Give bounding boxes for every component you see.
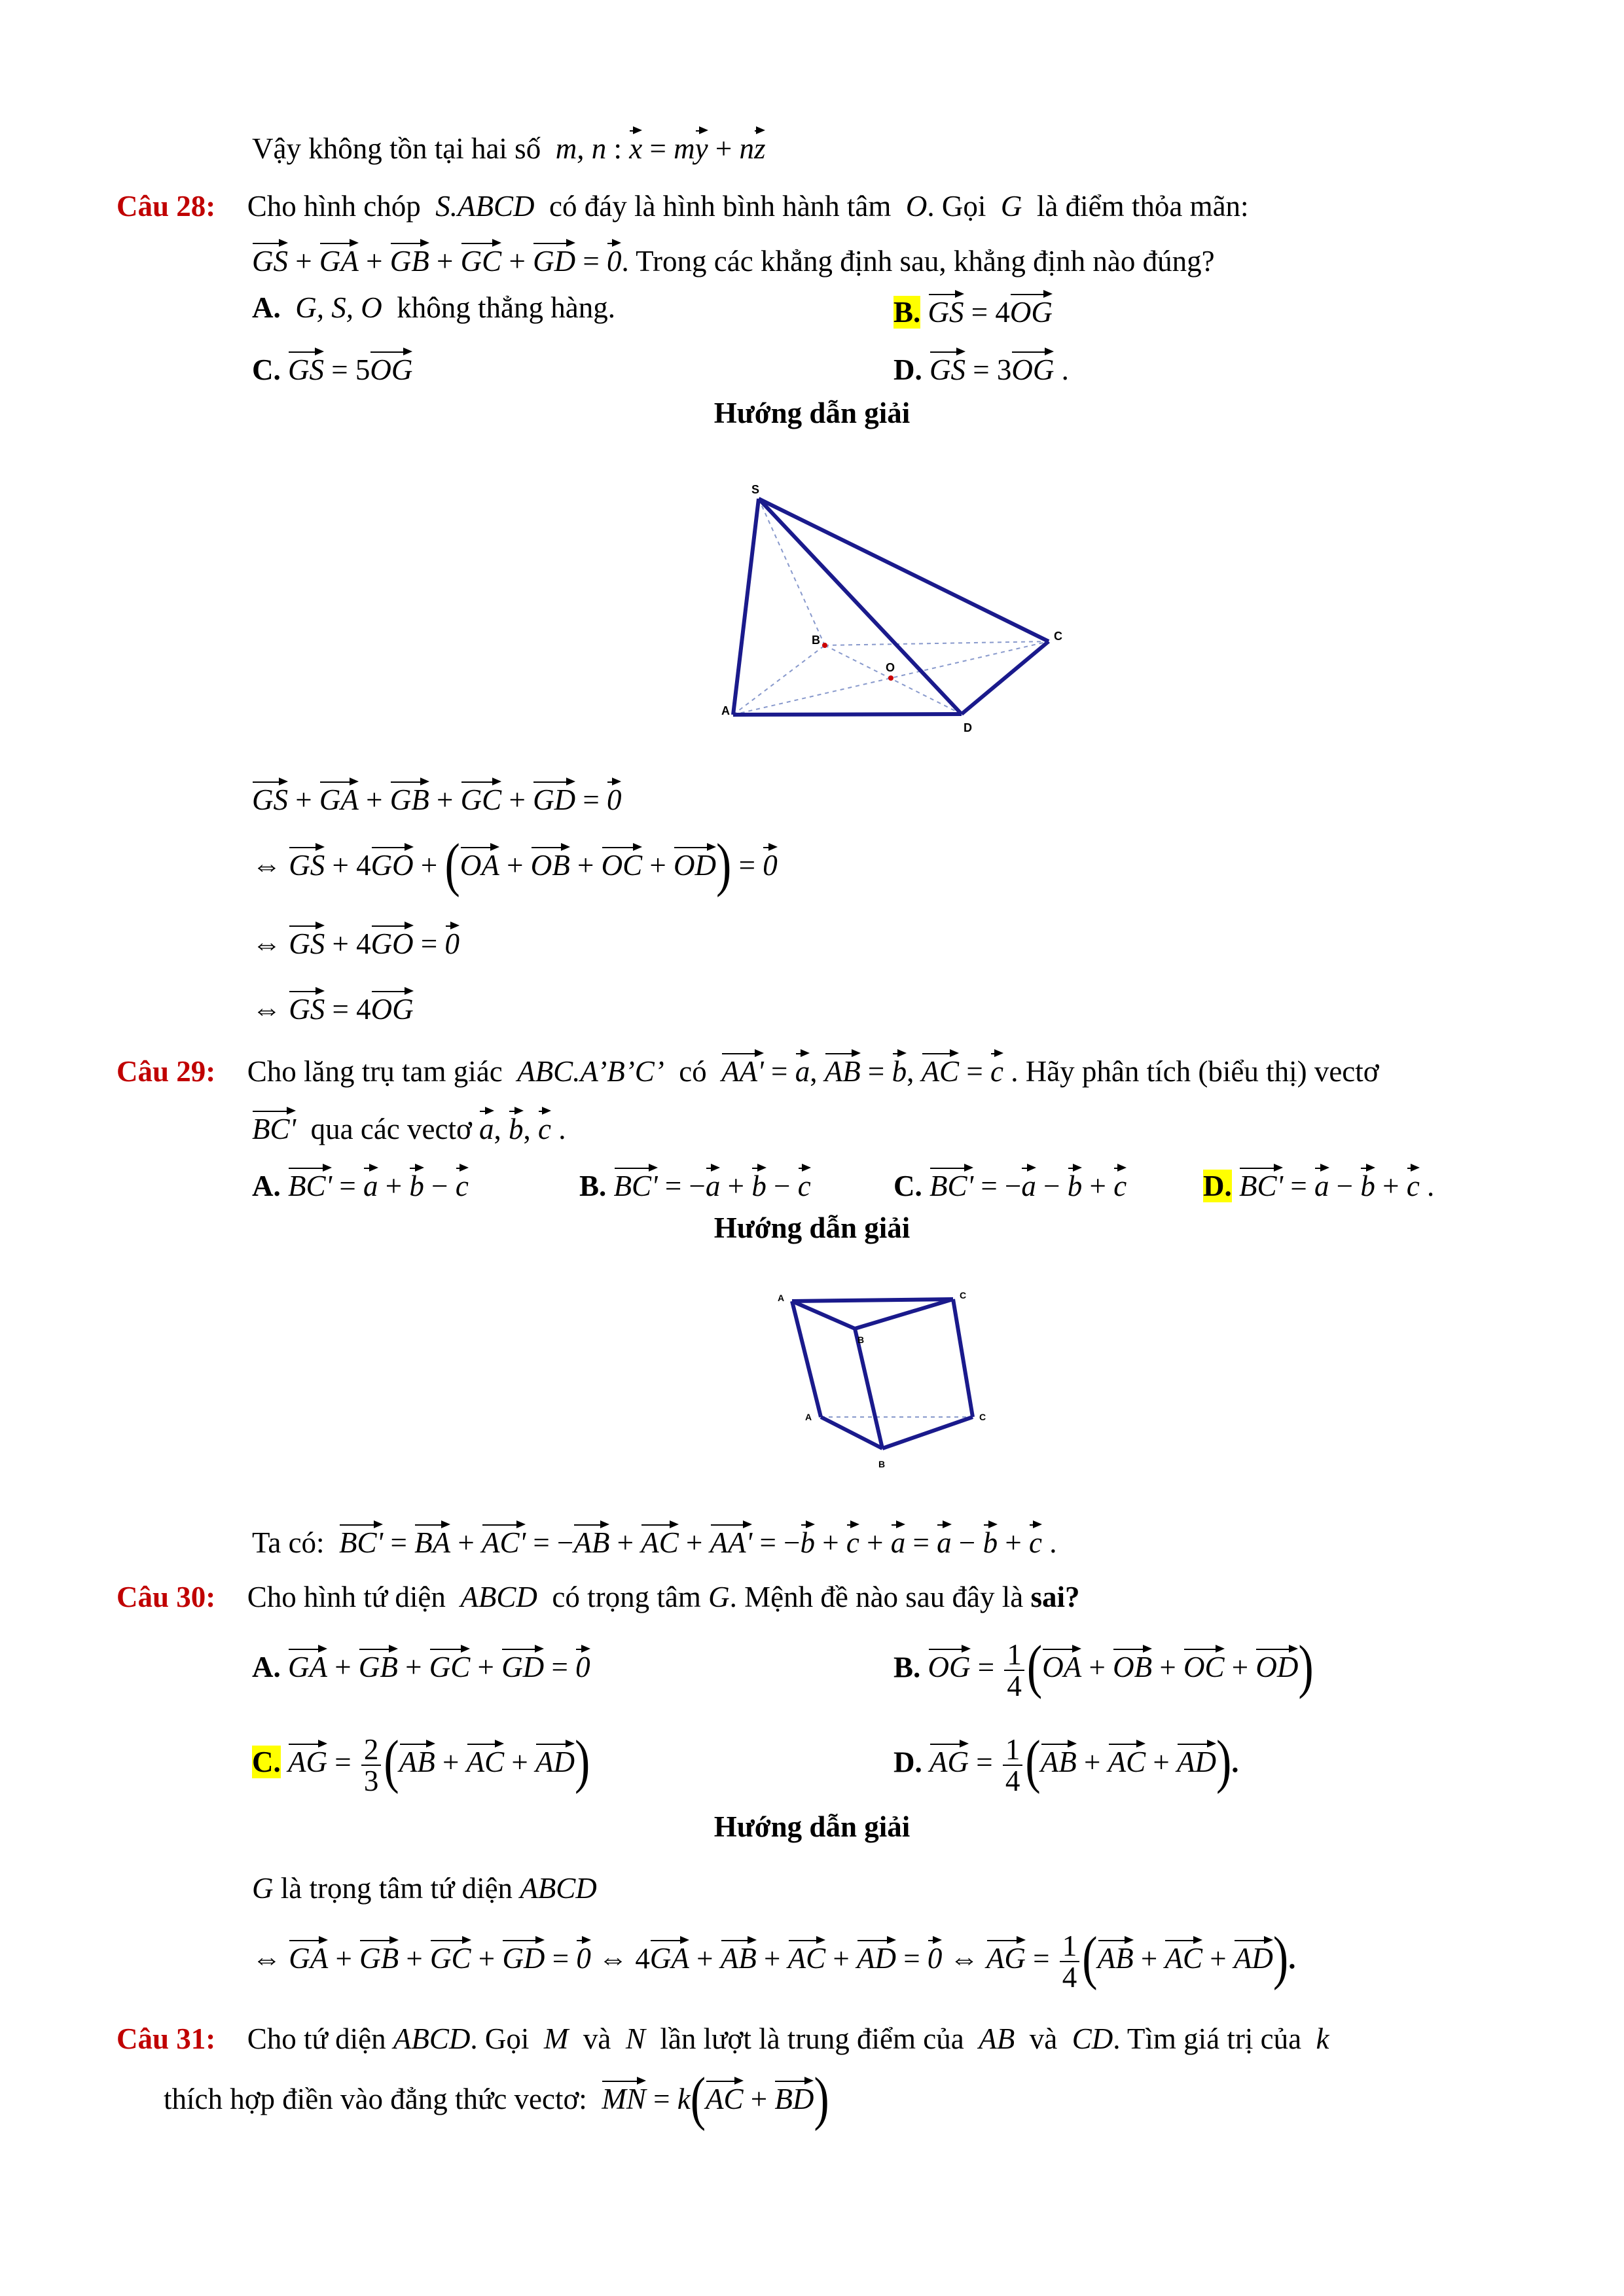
q28-sol-4: ⇔ GS = 4OG (252, 985, 414, 1029)
q28-stem: Câu 28: Cho hình chóp S.ABCD có đáy là hình bình hành tâm O. Gọi G là điểm thỏa mãn: (117, 190, 1249, 223)
q29-option-d: D. BC' = a − b + c . (1203, 1162, 1434, 1206)
q28-sol-2: ⇔ GS + 4GO + (OA + OB + OC + OD) = 0 (252, 833, 778, 899)
q28-sol-3: ⇔ GS + 4GO = 0 (252, 920, 460, 963)
q29-label: Câu 29: (117, 1055, 216, 1088)
intro-line: Vậy không tồn tại hai số m, n : x = my + nz (252, 124, 765, 168)
vertex-b-label: B (812, 634, 820, 647)
q30-option-a: A. GA + GB + GC + GD = 0 (252, 1643, 590, 1687)
vertex-c-label: C (1054, 630, 1062, 643)
q31-stem: Câu 31: Cho tứ diện ABCD. Gọi M và N lần lượt là trung điểm của AB và CD. Tìm giá trị của k (117, 2022, 1329, 2055)
q31-stem-2: thích hợp điền vào đẳng thức vectơ: MN = k(AC + BD) (164, 2066, 829, 2132)
prism-vertex-c-label: C (979, 1412, 986, 1422)
q30-option-b: B. OG = $\frac{1}{4}$ (OA + OB + OC + OD) (893, 1634, 1314, 1702)
q30-guide-heading: Hướng dẫn giải (713, 1810, 911, 1843)
q28-option-b: B. GS = 4OG (893, 288, 1053, 332)
q29-option-c: C. BC' = −a − b + c (893, 1162, 1127, 1206)
vertex-c-prime-label: C (960, 1290, 967, 1300)
q29-solution: Ta có: BC' = BA + AC' = −AB + AC + AA' = −b + c + a = a − b + c . (252, 1518, 1056, 1562)
q29-stem-2: BC' qua các vectơ a, b, c . (252, 1105, 566, 1149)
prism-vertex-b-label: B (878, 1459, 886, 1469)
q28-label: Câu 28: (117, 190, 216, 223)
q30-stem: Câu 30: Cho hình tứ diện ABCD có trọng tâm G. Mệnh đề nào sau đây là sai? (117, 1581, 1080, 1613)
q30-option-d: D. AG = $\frac{1}{4}$ (AB + AC + AD). (893, 1729, 1239, 1797)
prism-figure (772, 1283, 1015, 1479)
vertex-a-label: A (721, 704, 730, 717)
q28-option-c: C. GS = 5OG (252, 346, 412, 389)
vertex-s-label: S (751, 484, 760, 496)
q29-guide-heading: Hướng dẫn giải (713, 1211, 911, 1244)
q28-guide-heading: Hướng dẫn giải (713, 397, 911, 429)
intro-text: Vậy không tồn tại hai số (252, 132, 541, 165)
vertex-o-label: O (886, 661, 895, 674)
q28-condition: GS + GA + GB + GC + GD = 0. Trong các khẳng định sau, khẳng định nào đúng? (252, 237, 1215, 281)
q29-option-b: B. BC' = −a + b − c (579, 1162, 811, 1206)
q30-sol-2: ⇔ GA + GB + GC + GD = 0 ⇔ 4GA + AB + AC + AD = 0 ⇔ AG = $\frac{1}{4}$ (AB + AC + AD). (252, 1926, 1296, 1994)
prism-vertex-a-label: A (805, 1412, 812, 1422)
vertex-b-prime-label: B (857, 1335, 865, 1345)
q28-option-a: A. G, S, O không thẳng hàng. (252, 291, 615, 324)
q31-label: Câu 31: (117, 2022, 216, 2055)
q29-stem: Câu 29: Cho lăng trụ tam giác ABC.A’B’C’ có AA' = a, AB = b, AC = c . Hãy phân tích (biểu thị) vectơ (117, 1047, 1379, 1091)
q29-option-a: A. BC' = a + b − c (252, 1162, 469, 1206)
vertex-a-prime-label: A (778, 1293, 785, 1303)
q30-option-c: C. AG = $\frac{2}{3}$ (AB + AC + AD) (252, 1729, 590, 1797)
vertex-d-label: D (964, 721, 972, 733)
pyramid-figure (707, 484, 1074, 733)
q30-label: Câu 30: (117, 1581, 216, 1613)
q28-sol-1: GS + GA + GB + GC + GD = 0 (252, 776, 621, 819)
q28-option-d: D. GS = 3OG . (893, 346, 1069, 389)
q30-sol-1: G là trọng tâm tứ diện ABCD (252, 1872, 597, 1905)
